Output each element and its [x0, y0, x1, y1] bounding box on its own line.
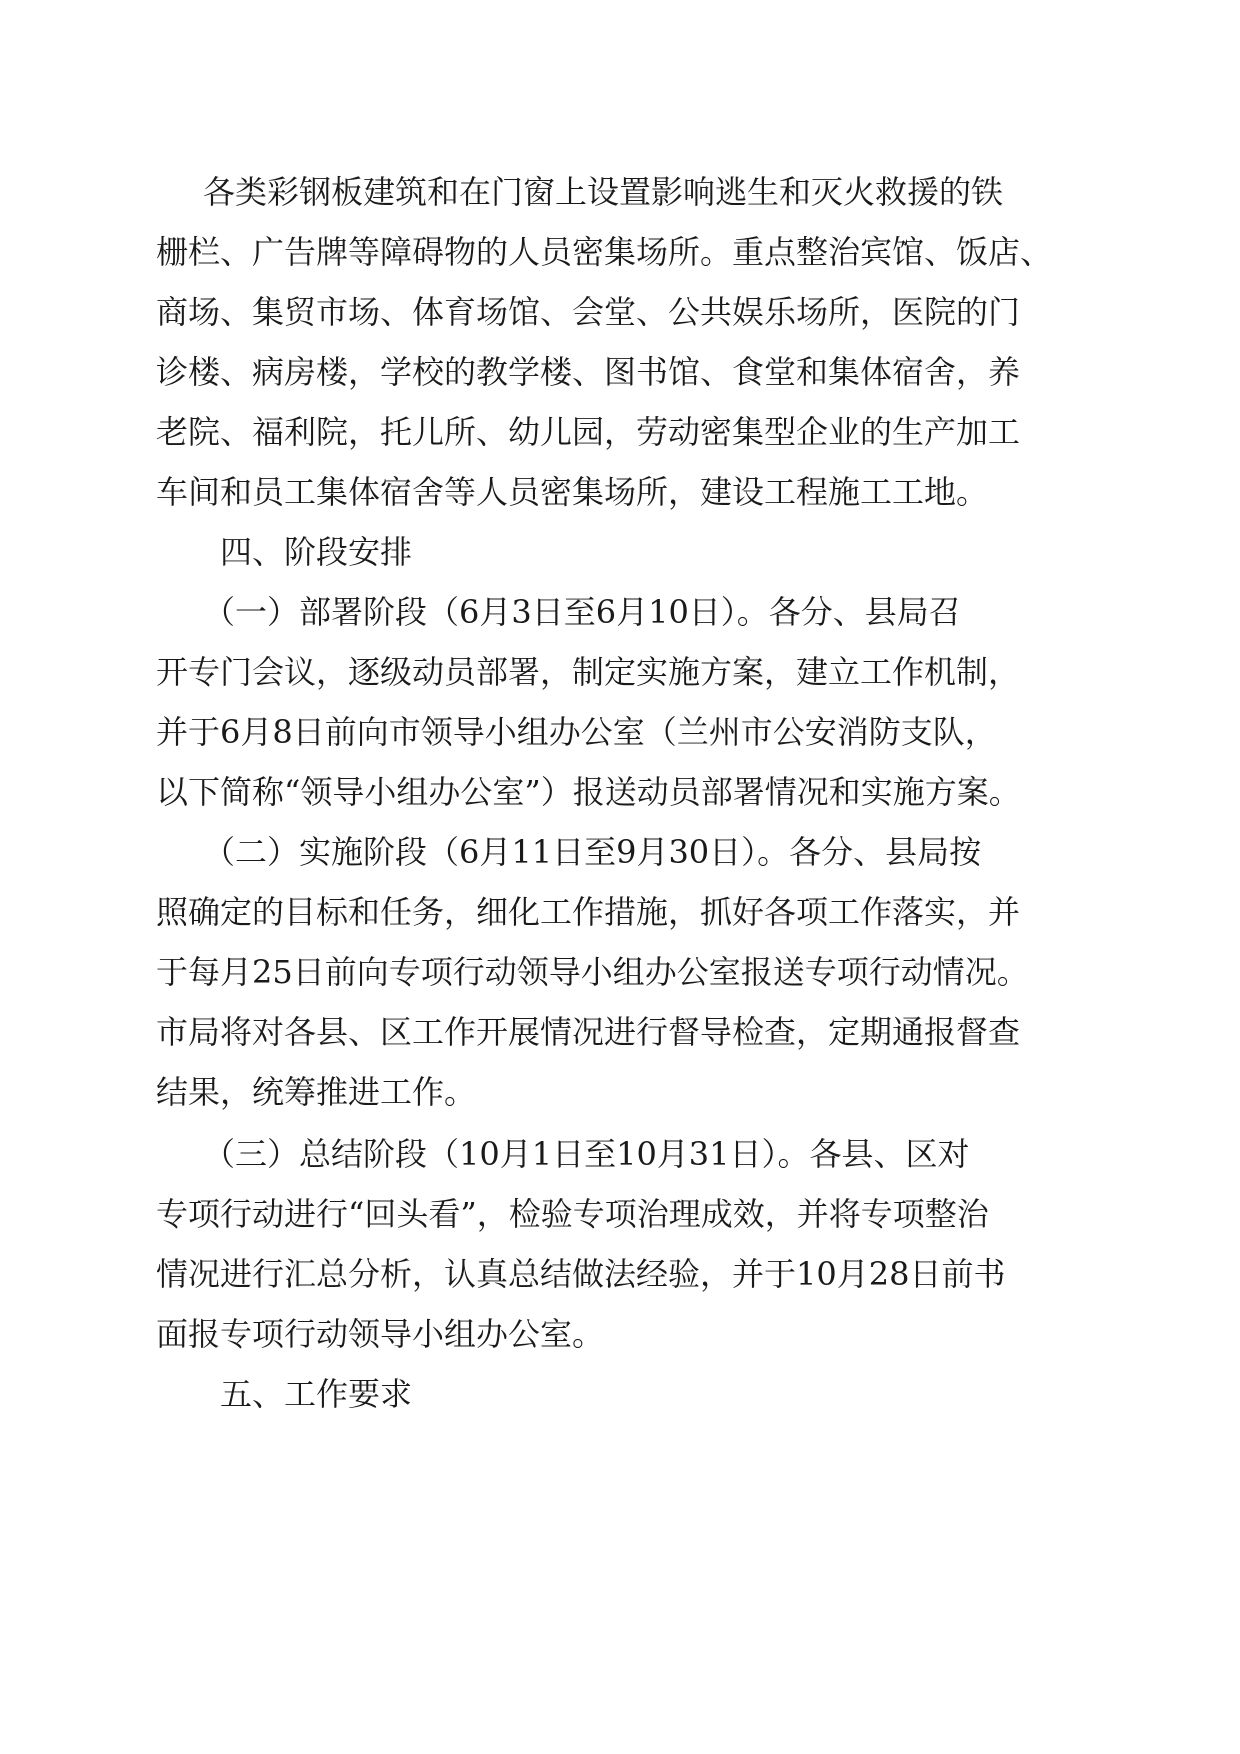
- text-line-content: 并于6月8日前向市领导小组办公室（兰州市公安消防支队，: [156, 713, 997, 751]
- text-line: [0, 642, 1240, 702]
- text-line-content: （三）总结阶段（10月1日至10月31日）。各县、区对: [203, 1135, 970, 1173]
- text-line: [0, 282, 1240, 342]
- text-line: [0, 162, 1240, 222]
- text-line-content: 专项行动进行“回头看”，检验专项治理成效，并将专项整治: [156, 1195, 989, 1233]
- text-line: [0, 1002, 1240, 1062]
- text-line: [0, 462, 1240, 522]
- text-line-content: 面报专项行动领导小组办公室。: [156, 1315, 605, 1353]
- text-line-content: 各类彩钢板建筑和在门窗上设置影响逃生和灭火救援的铁: [203, 173, 1004, 211]
- text-line-content: 情况进行汇总分析，认真总结做法经验，并于10月28日前书: [156, 1255, 1006, 1293]
- text-line-content: （一）部署阶段（6月3日至6月10日）。各分、县局召: [203, 593, 961, 631]
- text-line-content: 栅栏、广告牌等障碍物的人员密集场所。重点整治宾馆、饭店、: [156, 233, 1053, 271]
- text-line: [0, 222, 1240, 282]
- text-line-content: 照确定的目标和任务，细化工作措施，抓好各项工作落实，并: [156, 893, 1021, 931]
- text-line: [0, 402, 1240, 462]
- text-line: [0, 702, 1240, 762]
- text-line-content: 诊楼、病房楼，学校的教学楼、图书馆、食堂和集体宿舍，养: [156, 353, 1021, 391]
- text-line-content: 于每月25日前向专项行动领导小组办公室报送专项行动情况。: [156, 953, 1029, 991]
- text-line-content: 开专门会议，逐级动员部署，制定实施方案，建立工作机制，: [156, 653, 1021, 691]
- text-line-content: （二）实施阶段（6月11日至9月30日）。各分、县局按: [203, 833, 982, 871]
- section-heading: [0, 522, 1240, 582]
- text-line: [0, 342, 1240, 402]
- text-line: [0, 582, 1240, 642]
- text-line: [0, 822, 1240, 882]
- text-line: [0, 1124, 1240, 1184]
- text-line: [0, 882, 1240, 942]
- text-line: [0, 1244, 1240, 1304]
- text-line: [0, 762, 1240, 822]
- text-line-content: 以下简称“领导小组办公室”）报送动员部署情况和实施方案。: [156, 773, 1021, 811]
- text-line-content: 市局将对各县、区工作开展情况进行督导检查，定期通报督查: [156, 1013, 1021, 1051]
- section-heading-text: 五、工作要求: [220, 1375, 413, 1413]
- text-line-content: 车间和员工集体宿舍等人员密集场所，建设工程施工工地。: [156, 473, 989, 511]
- text-line-content: 结果，统筹推进工作。: [156, 1073, 477, 1111]
- text-line: [0, 1304, 1240, 1364]
- text-line: [0, 942, 1240, 1002]
- text-line: [0, 1184, 1240, 1244]
- text-line-content: 商场、集贸市场、体育场馆、会堂、公共娱乐场所，医院的门: [156, 293, 1021, 331]
- section-heading-text: 四、阶段安排: [220, 533, 413, 571]
- section-heading: [0, 1364, 1240, 1424]
- text-line: [0, 1062, 1240, 1122]
- text-line-content: 老院、福利院，托儿所、幼儿园，劳动密集型企业的生产加工: [156, 413, 1021, 451]
